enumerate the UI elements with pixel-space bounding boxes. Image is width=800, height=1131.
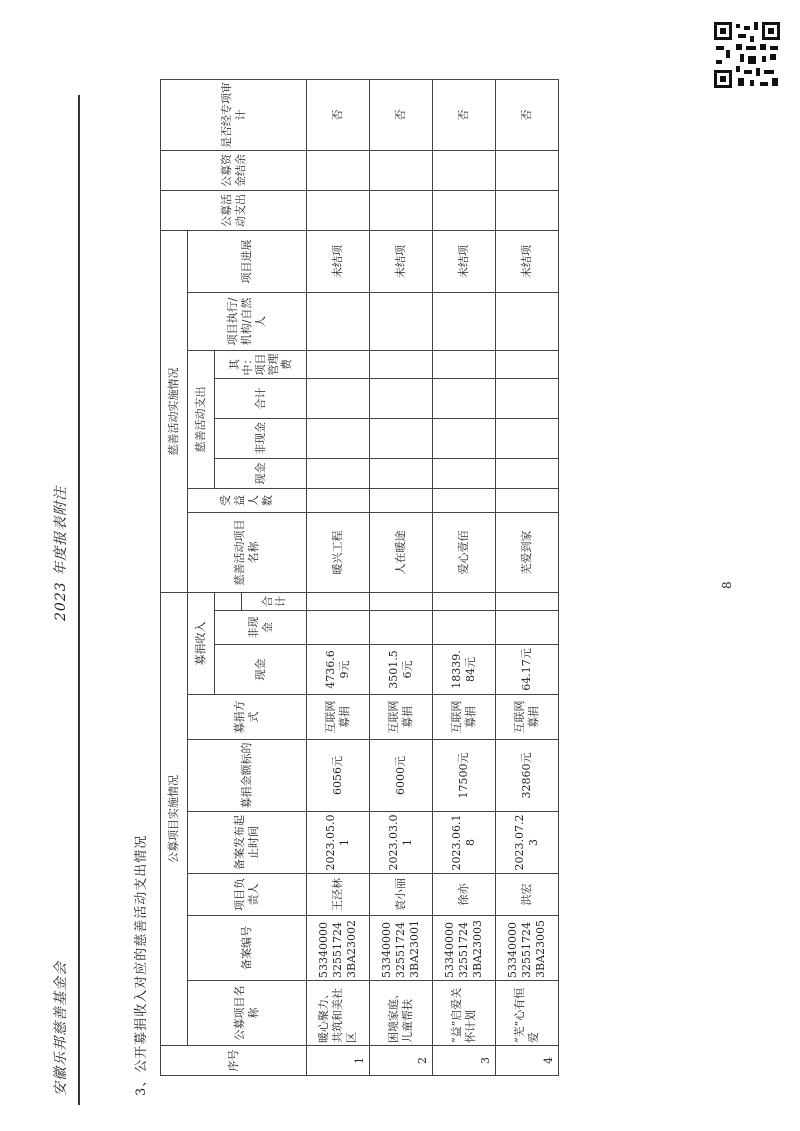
- cell-beneficiaries: [307, 488, 370, 512]
- cell-activity: 芜爱到家: [496, 512, 559, 592]
- cell-noncash: [307, 611, 370, 645]
- expense-table: [160, 79, 559, 1076]
- cell-target: 6056元: [307, 740, 370, 812]
- th-period: 备案发布起止时间: [188, 812, 307, 874]
- cell-mgmt: [370, 350, 433, 378]
- th-activity: 慈善活动项目名称: [188, 512, 307, 592]
- th-name: 公募项目名称: [188, 981, 307, 1046]
- cell-activity: 人在暖途: [370, 512, 433, 592]
- cell-executor: [496, 292, 559, 350]
- cell-name: 困境家庭、儿童帮扶: [370, 981, 433, 1046]
- report-title: 2023 年度报表附注: [53, 485, 69, 621]
- th-income-spacer: [215, 592, 242, 610]
- cell-seq: 1: [307, 1046, 370, 1076]
- page-number: 8: [720, 581, 734, 589]
- th-executor: 项目执行/机构/自然人: [188, 292, 307, 350]
- table-row: [370, 79, 433, 1075]
- table-row: [496, 79, 559, 1075]
- cell-period: 2023.05.01: [307, 812, 370, 874]
- cell-pub-bal: [433, 150, 496, 190]
- cell-exp-cash: [433, 458, 496, 488]
- cell-record-no: 53340000325517243BA23002: [307, 916, 370, 981]
- cell-name: 暖心聚力、共筑和美社区: [307, 981, 370, 1046]
- cell-method: 互联网募捐: [370, 695, 433, 740]
- cell-beneficiaries: [496, 488, 559, 512]
- th-exp-cash: 现金: [215, 458, 307, 488]
- cell-record-no: 53340000325517243BA23001: [370, 916, 433, 981]
- cell-audit: 否: [496, 79, 559, 150]
- th-exp-total: 合计: [215, 378, 307, 418]
- cell-mgmt: [433, 350, 496, 378]
- cell-audit: 否: [433, 79, 496, 150]
- cell-exp-cash: [496, 458, 559, 488]
- th-mgmt: 其中：项目管理费: [215, 350, 307, 378]
- cell-leader: 洪宏: [496, 874, 559, 916]
- cell-exp-noncash: [307, 418, 370, 458]
- cell-mgmt: [496, 350, 559, 378]
- cell-activity: 爱心壹佰: [433, 512, 496, 592]
- cell-total: [433, 592, 496, 610]
- cell-progress: 未结项: [433, 230, 496, 292]
- table-row: [307, 79, 370, 1075]
- cell-record-no: 53340000325517243BA23003: [433, 916, 496, 981]
- cell-noncash: [370, 611, 433, 645]
- cell-pub-exp: [496, 190, 559, 230]
- cell-activity: 暖兴工程: [307, 512, 370, 592]
- cell-pub-exp: [307, 190, 370, 230]
- cell-target: 6000元: [370, 740, 433, 812]
- cell-seq: 4: [496, 1046, 559, 1076]
- cell-record-no: 53340000325517243BA23005: [496, 916, 559, 981]
- cell-audit: 否: [307, 79, 370, 150]
- cell-total: [307, 592, 370, 610]
- cell-leader: 袁小丽: [370, 874, 433, 916]
- cell-exp-total: [433, 378, 496, 418]
- cell-target: 17500元: [433, 740, 496, 812]
- cell-target: 32860元: [496, 740, 559, 812]
- th-group-expense: 慈善活动支出: [188, 350, 215, 488]
- cell-total: [370, 592, 433, 610]
- th-record-no: 备案编号: [188, 916, 307, 981]
- cell-exp-cash: [370, 458, 433, 488]
- th-group-public: 公募项目实施情况: [161, 592, 188, 1045]
- cell-exp-total: [370, 378, 433, 418]
- cell-name: “益”启爱关怀计划: [433, 981, 496, 1046]
- cell-beneficiaries: [433, 488, 496, 512]
- th-exp-noncash: 非现金: [215, 418, 307, 458]
- cell-audit: 否: [370, 79, 433, 150]
- cell-executor: [370, 292, 433, 350]
- cell-seq: 3: [433, 1046, 496, 1076]
- section-title: 3、公开募捐收入对应的慈善活动支出情况: [134, 834, 149, 1096]
- cell-exp-noncash: [433, 418, 496, 458]
- cell-total: [496, 592, 559, 610]
- cell-leader: 王泾林: [307, 874, 370, 916]
- th-pub-exp: 公募活动支出: [161, 190, 307, 230]
- cell-pub-bal: [496, 150, 559, 190]
- cell-progress: 未结项: [496, 230, 559, 292]
- cell-name: “芜”心有恒爱: [496, 981, 559, 1046]
- cell-mgmt: [307, 350, 370, 378]
- th-group-income: 募捐收入: [188, 592, 215, 694]
- cell-seq: 2: [370, 1046, 433, 1076]
- cell-noncash: [433, 611, 496, 645]
- cell-executor: [307, 292, 370, 350]
- cell-pub-exp: [433, 190, 496, 230]
- cell-noncash: [496, 611, 559, 645]
- cell-cash: 18339.84元: [433, 645, 496, 695]
- cell-period: 2023.07.23: [496, 812, 559, 874]
- th-beneficiaries: 受益人数: [188, 488, 307, 512]
- th-audit: 是否经专项审计: [161, 79, 307, 150]
- cell-method: 互联网募捐: [496, 695, 559, 740]
- cell-progress: 未结项: [370, 230, 433, 292]
- th-target: 募捐金额标的: [188, 740, 307, 812]
- cell-exp-noncash: [370, 418, 433, 458]
- th-pub-bal: 公募资金结余: [161, 150, 307, 190]
- cell-pub-bal: [307, 150, 370, 190]
- cell-method: 互联网募捐: [433, 695, 496, 740]
- th-method: 募捐方式: [188, 695, 307, 740]
- cell-period: 2023.03.01: [370, 812, 433, 874]
- th-total: 合计: [242, 592, 307, 610]
- cell-period: 2023.06.18: [433, 812, 496, 874]
- th-progress: 项目进展: [188, 230, 307, 292]
- th-noncash: 非现金: [215, 611, 307, 645]
- cell-beneficiaries: [370, 488, 433, 512]
- cell-exp-total: [496, 378, 559, 418]
- th-seq: 序号: [161, 1046, 307, 1076]
- cell-exp-noncash: [496, 418, 559, 458]
- th-leader: 项目负责人: [188, 874, 307, 916]
- th-cash: 现金: [215, 645, 307, 695]
- table-row: [433, 79, 496, 1075]
- cell-cash: 64.17元: [496, 645, 559, 695]
- cell-leader: 徐亦: [433, 874, 496, 916]
- cell-pub-bal: [370, 150, 433, 190]
- organization-name: 安徽乐邦慈善基金会: [53, 961, 69, 1096]
- cell-exp-total: [307, 378, 370, 418]
- cell-pub-exp: [370, 190, 433, 230]
- cell-exp-cash: [307, 458, 370, 488]
- cell-cash: 4736.69元: [307, 645, 370, 695]
- th-group-charity: 慈善活动实施情况: [161, 230, 188, 592]
- cell-method: 互联网募捐: [307, 695, 370, 740]
- cell-progress: 未结项: [307, 230, 370, 292]
- cell-executor: [433, 292, 496, 350]
- cell-cash: 3501.56元: [370, 645, 433, 695]
